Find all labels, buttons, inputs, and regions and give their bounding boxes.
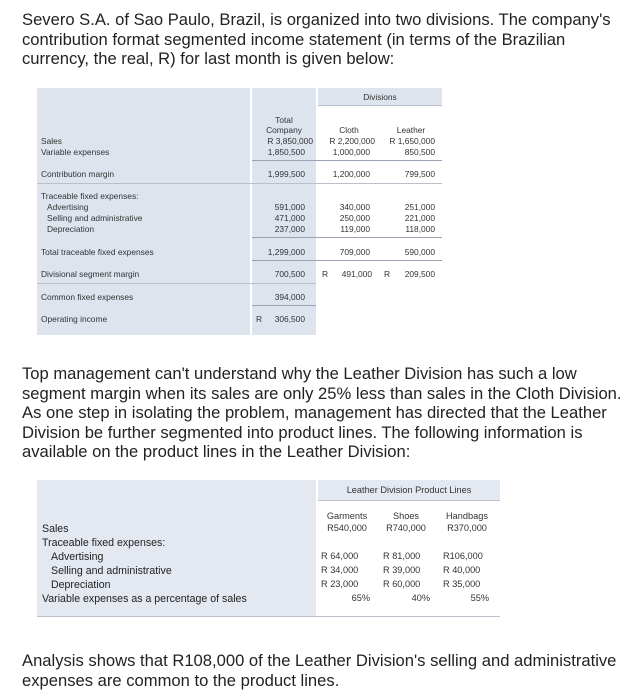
row-segment-margin-leather: 209,500 bbox=[404, 269, 435, 279]
row-sales-total: R 3,850,000 bbox=[267, 136, 313, 146]
col-cloth: Cloth bbox=[339, 125, 359, 135]
pl-variable-pct-label: Variable expenses as a percentage of sales bbox=[42, 593, 247, 605]
rule-after-depreciation bbox=[252, 237, 442, 238]
pl-selling-handbags: R 40,000 bbox=[443, 565, 481, 575]
col-leather: Leather bbox=[396, 125, 426, 135]
row-sales-label: Sales bbox=[41, 136, 62, 146]
row-advertising-total: 591,000 bbox=[274, 202, 305, 212]
pl-depreciation-shoes: R 60,000 bbox=[383, 579, 421, 589]
row-advertising-leather: 251,000 bbox=[404, 202, 435, 212]
product-header-rule bbox=[318, 500, 500, 501]
col-shoes: Shoes bbox=[392, 511, 420, 521]
pl-sales-garments: R540,000 bbox=[327, 523, 367, 533]
row-segment-margin-cloth: 491,000 bbox=[341, 269, 372, 279]
pl-traceable-header: Traceable fixed expenses: bbox=[42, 537, 166, 549]
row-depreciation-cloth: 119,000 bbox=[340, 224, 370, 234]
row-depreciation-total: 237,000 bbox=[274, 224, 305, 234]
divisions-header: Divisions bbox=[363, 92, 397, 102]
pl-selling-label: Selling and administrative bbox=[51, 565, 172, 577]
pl-advertising-label: Advertising bbox=[51, 551, 104, 563]
pl-variable-pct-garments: 65% bbox=[351, 593, 370, 603]
row-contribution-label: Contribution margin bbox=[41, 169, 115, 179]
pl-depreciation-label: Depreciation bbox=[51, 579, 111, 591]
row-segment-margin-leather-prefix: R bbox=[384, 269, 391, 279]
pl-selling-shoes: R 39,000 bbox=[383, 565, 421, 575]
rule-after-common-fixed bbox=[252, 305, 316, 306]
col-total-line2: Company bbox=[266, 125, 302, 135]
row-variable-cloth: 1,000,000 bbox=[332, 147, 370, 157]
row-sales-cloth: R 2,200,000 bbox=[329, 136, 375, 146]
pl-advertising-shoes: R 81,000 bbox=[383, 551, 421, 561]
pl-advertising-garments: R 64,000 bbox=[321, 551, 359, 561]
row-traceable-header: Traceable fixed expenses: bbox=[41, 191, 139, 201]
row-common-fixed-label: Common fixed expenses bbox=[41, 292, 134, 302]
row-total-traceable-total: 1,299,000 bbox=[267, 247, 305, 257]
row-selling-leather: 221,000 bbox=[404, 213, 435, 223]
row-sales-leather: R 1,650,000 bbox=[389, 136, 435, 146]
row-common-fixed-total: 394,000 bbox=[274, 292, 305, 302]
pl-sales-label: Sales bbox=[42, 523, 69, 535]
row-operating-income-total: 306,500 bbox=[274, 314, 305, 324]
row-variable-leather: 850,500 bbox=[404, 147, 435, 157]
pl-selling-garments: R 34,000 bbox=[321, 565, 359, 575]
col-handbags: Handbags bbox=[446, 511, 488, 521]
rule-after-variable bbox=[252, 160, 442, 161]
divisions-rule bbox=[318, 105, 442, 106]
row-depreciation-leather: 118,000 bbox=[405, 224, 435, 234]
row-contribution-leather: 799,500 bbox=[404, 169, 435, 179]
row-segment-margin-cloth-prefix: R bbox=[322, 269, 329, 279]
row-depreciation-label: Depreciation bbox=[47, 224, 95, 234]
row-variable-label: Variable expenses bbox=[41, 147, 110, 157]
row-selling-cloth: 250,000 bbox=[339, 213, 370, 223]
row-segment-margin-label: Divisional segment margin bbox=[41, 269, 140, 279]
rule-after-contribution bbox=[37, 183, 442, 184]
row-contribution-total: 1,999,500 bbox=[267, 169, 305, 179]
pl-depreciation-garments: R 23,000 bbox=[321, 579, 359, 589]
row-advertising-label: Advertising bbox=[47, 202, 89, 212]
col-garments: Garments bbox=[326, 511, 368, 521]
row-variable-total: 1,850,500 bbox=[267, 147, 305, 157]
pl-sales-shoes: R740,000 bbox=[386, 523, 426, 533]
pl-variable-pct-shoes: 40% bbox=[411, 593, 430, 603]
middle-paragraph: Top management can't understand why the Leather Division has such a low segment margin when its sales are only 25% less than sales in the Cloth Division. As one step in isolating the problem, management has directed that the Leather Division be further segmented into product lines. The following information is available on the product lines in the Leather Division: bbox=[22, 364, 622, 461]
analysis-paragraph: Analysis shows that R108,000 of the Leather Division's selling and administrative expenses are common to the product lines. bbox=[22, 651, 617, 690]
row-total-traceable-label: Total traceable fixed expenses bbox=[41, 247, 154, 257]
col-total-line1: Total bbox=[275, 115, 293, 125]
row-advertising-cloth: 340,000 bbox=[339, 202, 370, 212]
row-operating-income-prefix: R bbox=[256, 314, 263, 324]
row-total-traceable-cloth: 709,000 bbox=[339, 247, 370, 257]
row-contribution-cloth: 1,200,000 bbox=[332, 169, 370, 179]
row-segment-margin-total: 700,500 bbox=[274, 269, 305, 279]
pl-depreciation-handbags: R 35,000 bbox=[443, 579, 481, 589]
product-lines-header: Leather Division Product Lines bbox=[346, 485, 472, 495]
rule-after-segment-margin bbox=[37, 283, 316, 284]
row-selling-label: Selling and administrative bbox=[47, 213, 143, 223]
rule-after-total-traceable bbox=[252, 260, 442, 261]
row-selling-total: 471,000 bbox=[274, 213, 305, 223]
row-total-traceable-leather: 590,000 bbox=[404, 247, 435, 257]
pl-variable-pct-handbags: 55% bbox=[470, 593, 489, 603]
product-bottom-rule bbox=[37, 616, 500, 617]
pl-advertising-handbags: R106,000 bbox=[443, 551, 483, 561]
row-operating-income-label: Operating income bbox=[41, 314, 108, 324]
intro-paragraph: Severo S.A. of Sao Paulo, Brazil, is organized into two divisions. The company's contribution format segmented income statement (in terms of the Brazilian currency, the real, R) for last month is given below: bbox=[22, 10, 611, 68]
pl-sales-handbags: R370,000 bbox=[447, 523, 487, 533]
